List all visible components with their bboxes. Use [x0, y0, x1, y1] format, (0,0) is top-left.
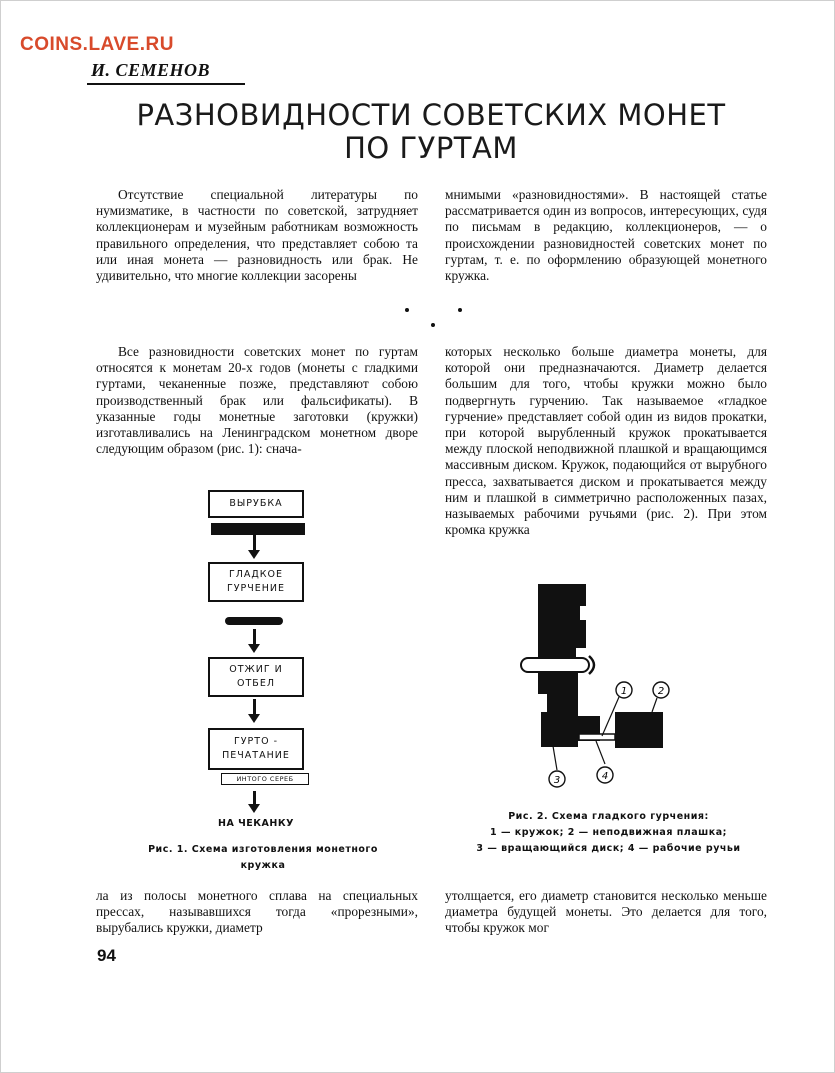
figure-2-caption: Рис. 2. Схема гладкого гурчения: 1 — кружок; 2 — неподвижная плашка; 3 — вращающийся диск; 4 — рабочие ручьи — [476, 811, 741, 854]
arrow-down-icon — [248, 644, 260, 653]
fixed-die-shape — [615, 712, 663, 748]
flow-step-edge-lettering: ГУРТО - ПЕЧАТАНИЕ — [208, 728, 304, 770]
axle-shape — [521, 658, 589, 672]
arrow-down-icon — [248, 550, 260, 559]
edge-inscription-tag: ИНТОГО СЕРЕБ — [221, 773, 309, 785]
figure-1-caption: Рис. 1. Схема изготовления монетного кружка — [148, 844, 378, 871]
bottom-right-column: утолщается, его диаметр становится несколько меньше диаметра будущей монеты. Это делается для того, чтобы кружок мог — [445, 888, 767, 936]
author-name: И. СЕМЕНОВ — [91, 60, 211, 80]
blank-profile-icon — [225, 617, 283, 625]
flow-step-smooth-edging: ГЛАДКОЕ ГУРЧЕНИЕ — [208, 562, 304, 602]
flow-arrow — [253, 535, 256, 551]
label-3: 3 — [553, 775, 561, 786]
flow-arrow — [253, 791, 256, 805]
author-underline — [87, 83, 245, 85]
title-line-2: ПО ГУРТАМ — [344, 131, 518, 165]
label-1: 1 — [620, 686, 628, 697]
separator-dot — [405, 308, 409, 312]
flow-arrow — [253, 629, 256, 645]
blank-disk-shape — [579, 734, 615, 740]
leader-line — [596, 741, 605, 764]
intro-right-column: мнимыми «разновидностями». В настоящей статье рассматривается один из вопросов, интересующих, судя по письмам в редакцию, коллекционеров, — о происхождении разновидностей советских монет по гуртам, т. е. по оформлению образующей монетного кружка. — [445, 187, 767, 284]
flow-final-step: НА ЧЕКАНКУ — [218, 818, 294, 829]
separator-dot — [458, 308, 462, 312]
arrow-down-icon — [248, 804, 260, 813]
leader-line — [652, 698, 657, 712]
separator-dot — [431, 323, 435, 327]
title-line-1: РАЗНОВИДНОСТИ СОВЕТСКИХ МОНЕТ — [136, 98, 726, 132]
body-right-column: которых несколько больше диаметра монеты, для которой они предназначаются. Диаметр делается большим для того, чтобы кружки можно было подвергнуть гурчению. Так называемое «гладкое гурчение» представляет собой один из видов прокатки, при которой вырубленный кружок прокатывается между плоской неподвижной плашкой и вращающимся массивным диском. Кружок, подающийся от вырубного пресса, захватывается диском и прокатывается между ним и плашкой в симметрично расположенных пазах, называемых рабочими ручьями (рис. 2). При этом кромка кружка — [445, 344, 767, 538]
intro-left-column: Отсутствие специальной литературы по нумизматике, в частности по советской, затрудняет коллекционерам и музейным работникам возможность правильного определения, что представляет собою та или иная монета — разновидность или брак. Не удивительно, что многие коллекции засорены — [96, 187, 418, 284]
metal-strip-icon — [211, 523, 305, 535]
bottom-left-column: ла из полосы монетного сплава на специальных прессах, называвшихся тогда «прорезными», вырубались кружки, диаметр — [96, 888, 418, 936]
arrow-down-icon — [248, 714, 260, 723]
flow-step-cutting: ВЫРУБКА — [208, 490, 304, 518]
label-2: 2 — [657, 686, 665, 697]
flow-step-annealing: ОТЖИГ И ОТБЕЛ — [208, 657, 304, 697]
body-left-column: Все разновидности советских монет по гуртам относятся к монетам 20-х годов (монеты с гладкими гуртами, чеканенные позже, представляют собою производственный брак или фальсификаты). В указанные годы монетные заготовки (кружки) изготавливались на Ленинградском монетном дворе следующим образом (рис. 1): снача- — [96, 344, 418, 457]
label-4: 4 — [601, 771, 609, 782]
article-title — [91, 99, 771, 165]
page-number: 94 — [97, 946, 116, 965]
site-watermark: COINS.LAVE.RU — [20, 34, 174, 55]
leader-line — [553, 746, 557, 770]
flow-arrow — [253, 699, 256, 715]
figure-2-diagram — [501, 576, 701, 791]
